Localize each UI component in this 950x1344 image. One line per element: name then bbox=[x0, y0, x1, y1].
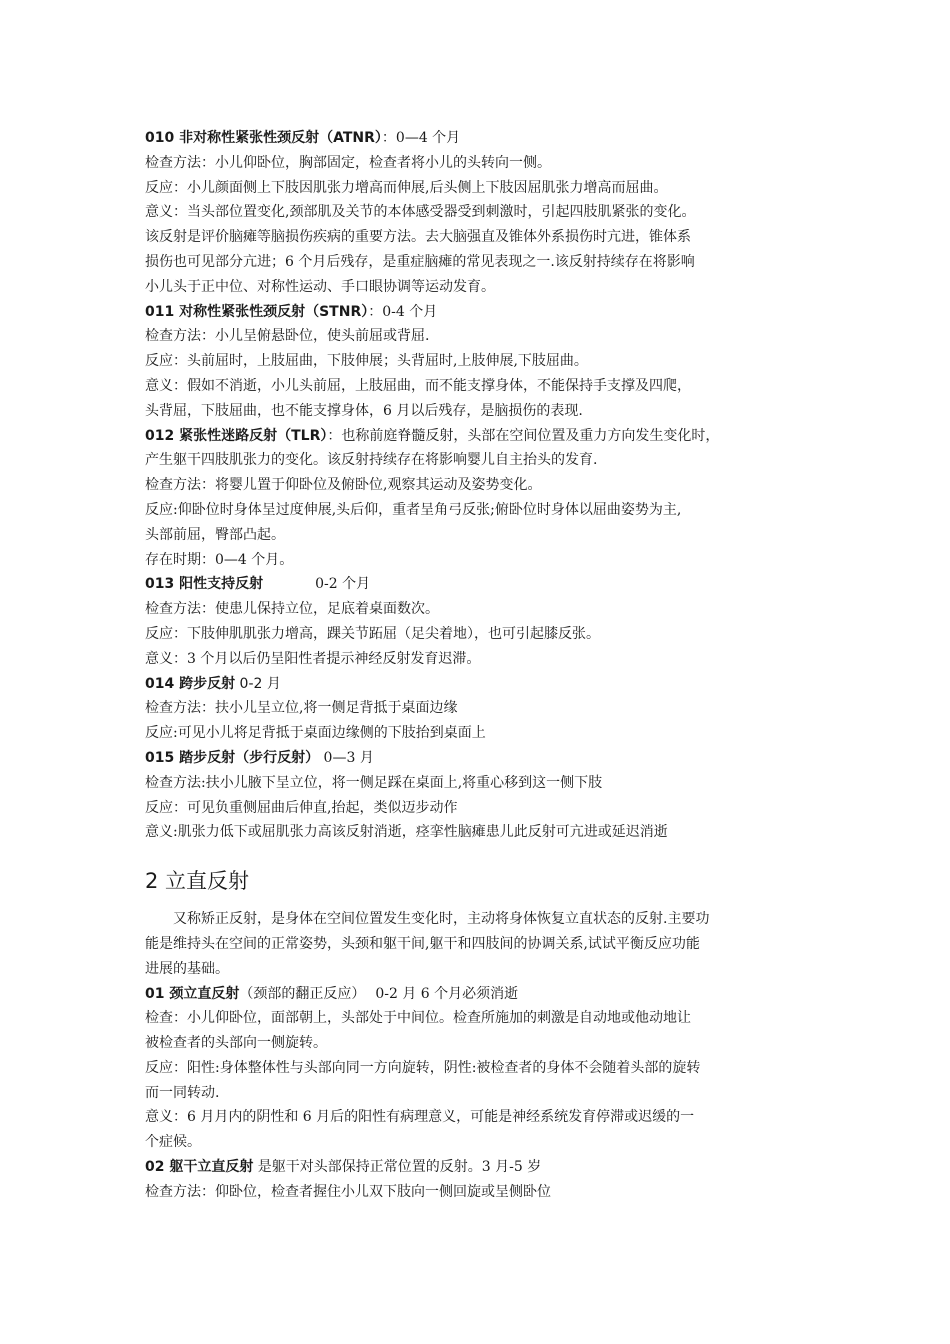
reflex-011-heading bbox=[145, 300, 815, 325]
reflex-01-subtitle: （颈部的翻正反应） bbox=[239, 985, 366, 1002]
reflex-012-desc: ：也称前庭脊髓反射，头部在空间位置及重力方向发生变化时， bbox=[327, 427, 720, 444]
reflex-012-desc-2: 产生躯干四肢肌张力的变化。该反射持续存在将影响婴儿自主抬头的发育. bbox=[145, 452, 598, 469]
reflex-014-age: 0-2 月 bbox=[235, 675, 281, 692]
reflex-011-meaning-1: 意义：假如不消逝，小儿头前屈，上肢屈曲，而不能支撑身体，不能保持手支撑及四爬， bbox=[145, 377, 691, 394]
reflex-013-heading bbox=[145, 572, 815, 597]
reflex-015-meaning: 意义:肌张力低下或屈肌张力高该反射消逝，痉挛性脑瘫患儿此反射可亢进或延迟消逝 bbox=[145, 824, 668, 841]
reflex-010-meaning-4: 小儿头于正中位、对称性运动、手口眼协调等运动发育。 bbox=[145, 278, 495, 295]
reflex-015-title: 015 踏步反射（步行反射） bbox=[145, 749, 320, 766]
reflex-011-meaning-2: 头背屈，下肢屈曲，也不能支撑身体，6 月以后残存，是脑损伤的表现. bbox=[145, 402, 583, 419]
reflex-01-reaction-2: 而一同转动. bbox=[145, 1084, 220, 1101]
document-body bbox=[145, 126, 815, 1205]
reflex-010-check: 检查方法：小儿仰卧位，胸部固定，检查者将小儿的头转向一侧。 bbox=[145, 154, 551, 171]
reflex-01-meaning-1: 意义：6 月月内的阴性和 6 月后的阳性有病理意义，可能是神经系统发育停滞或迟缓的一 bbox=[145, 1109, 695, 1126]
reflex-010-age: ：0—4 个月 bbox=[381, 130, 461, 146]
reflex-01-heading bbox=[145, 982, 815, 1007]
reflex-013-meaning: 意义：3 个月以后仍呈阳性者提示神经反射发育迟滞。 bbox=[145, 650, 481, 667]
reflex-010-meaning-2: 该反射是评价脑瘫等脑损伤疾病的重要方法。去大脑强直及锥体外系损伤时亢进，锥体系 bbox=[145, 229, 691, 246]
reflex-014-check: 检查方法：扶小儿呈立位,将一侧足背抵于桌面边缘 bbox=[145, 700, 458, 717]
reflex-012-heading bbox=[145, 424, 815, 449]
reflex-015-reaction: 反应：可见负重侧屈曲后伸直,抬起，类似迈步动作 bbox=[145, 799, 458, 816]
section-2-intro-3: 进展的基础。 bbox=[145, 960, 229, 977]
reflex-010-reaction: 反应：小儿颜面侧上下肢因肌张力增高而伸展,后头侧上下肢因屈肌张力增高而屈曲。 bbox=[145, 179, 668, 196]
reflex-012-check: 检查方法：将婴儿置于仰卧位及俯卧位,观察其运动及姿势变化。 bbox=[145, 477, 542, 494]
reflex-011-title: 011 对称性紧张性颈反射（STNR） bbox=[145, 303, 369, 320]
reflex-02-desc: 是躯干对头部保持正常位置的反射。3 月-5 岁 bbox=[253, 1159, 542, 1176]
reflex-011-reaction: 反应：头前屈时，上肢屈曲，下肢伸展；头背屈时,上肢伸展,下肢屈曲。 bbox=[145, 353, 588, 370]
section-2-intro-1: 又称矫正反射，是身体在空间位置发生变化时，主动将身体恢复立直状态的反射.主要功 bbox=[173, 911, 710, 928]
reflex-010-meaning-1: 意义：当头部位置变化,颈部肌及关节的本体感受器受到刺激时，引起四肢肌紧张的变化。 bbox=[145, 204, 696, 221]
reflex-02-title: 02 躯干立直反射 bbox=[145, 1159, 254, 1176]
reflex-01-check-1: 检查：小儿仰卧位，面部朝上，头部处于中间位。检查所施加的刺激是自动地或他动地让 bbox=[145, 1010, 691, 1027]
reflex-01-meaning-2: 个症候。 bbox=[145, 1134, 201, 1151]
reflex-010-meaning-3: 损伤也可见部分亢进；6 个月后残存，是重症脑瘫的常见表现之一.该反射持续存在将影响 bbox=[145, 253, 695, 270]
reflex-014-heading bbox=[145, 672, 815, 697]
reflex-012-reaction-2: 头部前屈，臀部凸起。 bbox=[145, 526, 285, 543]
reflex-011-check: 检查方法：小儿呈俯悬卧位，使头前屈或背屈. bbox=[145, 328, 430, 345]
reflex-014-reaction: 反应:可见小儿将足背抵于桌面边缘侧的下肢抬到桌面上 bbox=[145, 725, 486, 742]
reflex-01-title: 01 颈立直反射 bbox=[145, 985, 240, 1002]
reflex-01-age: 0-2 月 6 个月必须消逝 bbox=[375, 985, 519, 1002]
reflex-02-heading bbox=[145, 1155, 815, 1180]
reflex-012-reaction-1: 反应:仰卧位时身体呈过度伸展,头后仰，重者呈角弓反张;俯卧位时身体以屈曲姿势为主, bbox=[145, 501, 682, 518]
reflex-011-age: ：0-4 个月 bbox=[368, 303, 438, 320]
section-2-heading: 2 立直反射 bbox=[145, 869, 250, 894]
reflex-013-check: 检查方法：使患儿保持立位，足底着桌面数次。 bbox=[145, 601, 439, 618]
reflex-012-period: 存在时期：0—4 个月。 bbox=[145, 551, 294, 568]
reflex-02-check: 检查方法：仰卧位，检查者握住小儿双下肢向一侧回旋或呈侧卧位 bbox=[145, 1183, 551, 1200]
reflex-015-heading bbox=[145, 746, 815, 771]
reflex-013-title: 013 阳性支持反射 bbox=[145, 576, 264, 593]
section-2-intro-2: 能是维持头在空间的正常姿势，头颈和躯干间,躯干和四肢间的协调关系,试试平衡反应功能 bbox=[145, 935, 700, 952]
reflex-010-title: 010 非对称性紧张性颈反射（ATNR） bbox=[145, 130, 382, 146]
reflex-013-age: 0-2 个月 bbox=[315, 576, 371, 593]
reflex-01-check-2: 被检查者的头部向一侧旋转。 bbox=[145, 1035, 327, 1052]
reflex-012-title: 012 紧张性迷路反射（TLR） bbox=[145, 427, 328, 444]
reflex-013-reaction: 反应：下肢伸肌肌张力增高，踝关节跖屈（足尖着地），也可引起膝反张。 bbox=[145, 625, 600, 642]
reflex-010-heading bbox=[145, 126, 815, 151]
reflex-015-check: 检查方法:扶小儿腋下呈立位，将一侧足踩在桌面上,将重心移到这一侧下肢 bbox=[145, 774, 603, 791]
reflex-015-age: 0—3 月 bbox=[319, 749, 374, 766]
reflex-01-reaction-1: 反应：阳性:身体整体性与头部向同一方向旋转，阴性:被检查者的身体不会随着头部的旋转 bbox=[145, 1059, 701, 1076]
reflex-014-title: 014 跨步反射 bbox=[145, 675, 236, 692]
